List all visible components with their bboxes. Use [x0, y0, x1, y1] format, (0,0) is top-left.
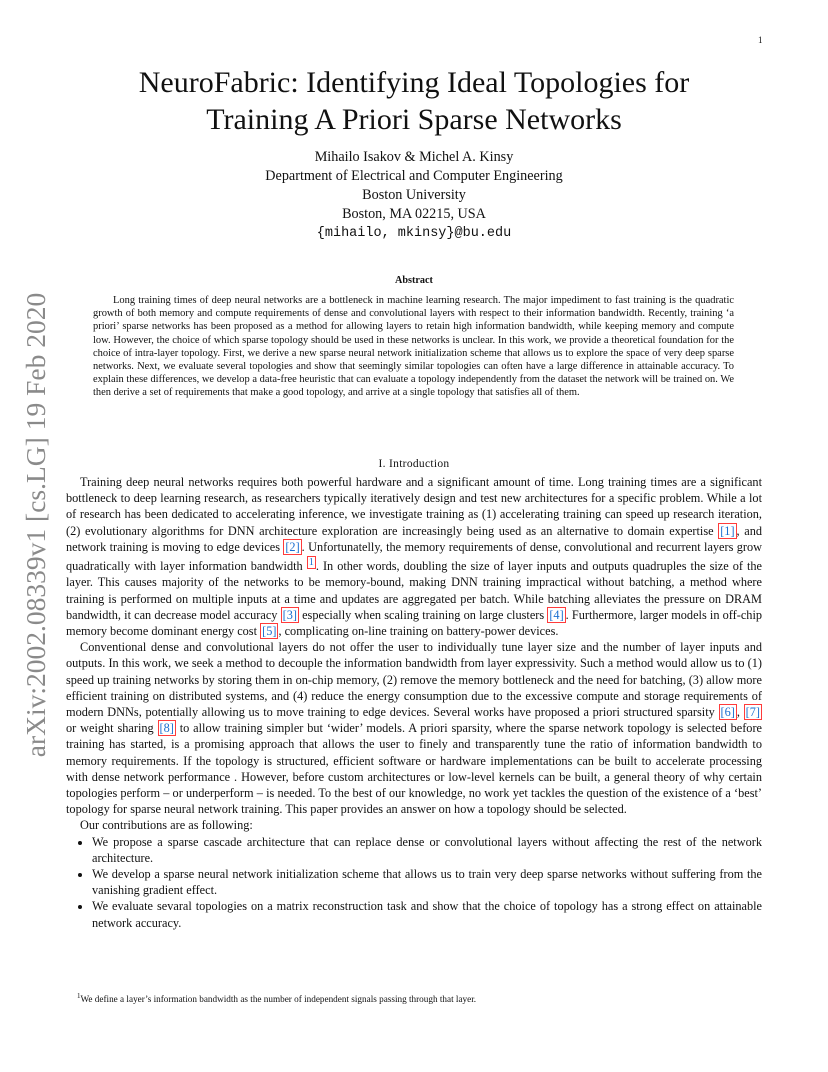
university: Boston University	[362, 187, 466, 203]
paper-title	[80, 64, 748, 138]
title-line-2: Training A Priori Sparse Networks	[206, 103, 622, 136]
section-heading	[0, 458, 828, 470]
text-run: , complicating on-line training on battery-power devices.	[278, 623, 559, 638]
list-item: • We evaluate sevaral topologies on a matrix reconstruction task and show that the choice of topology has a strong effect on attainable network accuracy.	[92, 898, 762, 930]
footnote-mark: 1	[77, 992, 81, 1000]
intro-paragraph-3: Our contributions are as following:	[80, 818, 253, 833]
intro-paragraph-2	[66, 639, 762, 817]
citation-link[interactable]: [3]	[282, 607, 297, 622]
footnote	[77, 992, 767, 1004]
text-run: especially when scaling training on large clusters	[298, 607, 548, 622]
text-run: Conventional dense and convolutional layers do not offer the user to individually tune layer size and the number of layer inputs and outputs. In this work, we seek a method to decouple the information bandwidth from layer expressivity. Such a method would allow us to (1) speed up training networks by storing them in on-chip memory, (2) remove the memory bottleneck and the need for batching, (3) allow more efficient training on distributed systems, and (4) reduce the energy consumption due to the excessive compute and storage requirements of modern DNNs, potentially allowing us to move training to edge devices. Several works have proposed a priori structured sparsity	[66, 640, 762, 719]
text-run: to allow training simpler but ‘wider’ models. A priori sparsity, where the sparse network topology is selected before training has started, is a promising approach that allows the user to finely and transparently tune the ratio of information bandwidth to memory requirements. If the topology is structured, efficient software or hardware implementations can be built to accelerate processing with dense network performance . However, before custom architectures or low-level kernels can be built, a general theory of why certain topologies perform – or underperform – is needed. To the best of our knowledge, no work yet tackles the question of the existence of a ‘best’ topology for sparse neural network training. This paper provides an answer on how a topology should be selected.	[66, 721, 762, 817]
footnote-link[interactable]: 1	[308, 557, 314, 569]
citation-link[interactable]: [4]	[549, 607, 564, 622]
affiliation: Department of Electrical and Computer Engineering	[265, 168, 563, 184]
abstract-heading: Abstract	[395, 275, 433, 286]
list-item: • We develop a sparse neural network initialization scheme that allows us to train very deep sparse networks without suffering from the vanishing gradient effect.	[92, 866, 762, 898]
citation-link[interactable]: [5]	[262, 623, 277, 638]
emails: {mihailo, mkinsy}@bu.edu	[316, 226, 512, 241]
text-run: or weight sharing	[66, 721, 158, 736]
section-heading-text: I. Introduction	[378, 458, 450, 470]
author-names: Mihailo Isakov & Michel A. Kinsy	[314, 149, 514, 165]
address: Boston, MA 02215, USA	[342, 206, 486, 222]
text-run: ,	[736, 704, 744, 719]
citation-link[interactable]: [7]	[745, 704, 760, 719]
citation-link[interactable]: [2]	[285, 539, 300, 554]
page-number: 1	[758, 35, 763, 45]
text-run: . Unfortunatelly, the memory requirements of dense, convolutional and recurrent layers grow quadratically with layer information bandwidth	[66, 539, 762, 574]
text-run: . In other words, doubling the size of layer inputs and outputs quadruples the size of the layer. This causes majority of the networks to be memory-bound, making DNN training impractical without batching, a method where training is performed on multiple inputs at a time and updates are aggregated per batch. While batching alleviates the pressure on DRAM bandwidth, it can decrease model accuracy	[66, 559, 763, 622]
list-item: • We propose a sparse cascade architecture that can replace dense or convolutional layers without affecting the rest of the network architecture.	[92, 834, 762, 866]
footnote-text: We define a layer’s information bandwidth as the number of independent signals passing through that layer.	[80, 994, 477, 1005]
text-run: , and network training is moving to edge devices	[66, 523, 762, 554]
arxiv-stamp	[10, 290, 62, 760]
author-block	[180, 148, 648, 243]
contributions-list	[66, 834, 762, 931]
arxiv-stamp-text: arXiv:2002.08339v1 [cs.LG] 19 Feb 2020	[20, 292, 51, 758]
introduction-body	[66, 474, 762, 931]
title-line-1: NeuroFabric: Identifying Ideal Topologies for	[138, 66, 690, 99]
text-run: . Furthermore, larger models in off-chip memory become dominant energy cost	[66, 607, 763, 638]
abstract-text: Long training times of deep neural networks are a bottleneck in machine learning research. The major impediment to fast training is the quadratic growth of both memory and compute requirements of dense and convolutional layers with respect to their information bandwidth. Recently, training ‘a priori’ sparse networks has been proposed as a method for allowing layers to retain high information bandwidth, while keeping memory and compute low. However, the choice of which sparse topology should be used in these networks is unclear. In this work, we provide a theoretical foundation for the choice of intra-layer topology. First, we derive a new sparse neural network initialization scheme that allows us to explore the space of very deep sparse networks. Next, we evaluate several topologies and show that seemingly similar topologies can often have a large difference in attainable accuracy. To explain these differences, we develop a data-free heuristic that can evaluate a topology independently from the dataset the network will be trained on. We then derive a set of requirements that make a good topology, and arrive at a single topology that satisfies all of them.	[93, 295, 734, 399]
citation-link[interactable]: [8]	[159, 721, 174, 736]
citation-link[interactable]: [6]	[720, 704, 735, 719]
intro-paragraph-1	[66, 474, 762, 639]
text-run: Training deep neural networks requires both powerful hardware and a significant amount of time. Long training times are a significant bottleneck to deep learning research, as researchers typically iteratively design and test new architectures for a specific problem. While a lot of research has been dedicated to accelerating inference, we investigate training as (1) accelerating training can speed up research iteration, (2) evolutionary algorithms for DNN architecture exploration are increasingly being used as an alternative to domain expertise	[66, 475, 762, 538]
citation-link[interactable]: [1]	[720, 523, 735, 538]
